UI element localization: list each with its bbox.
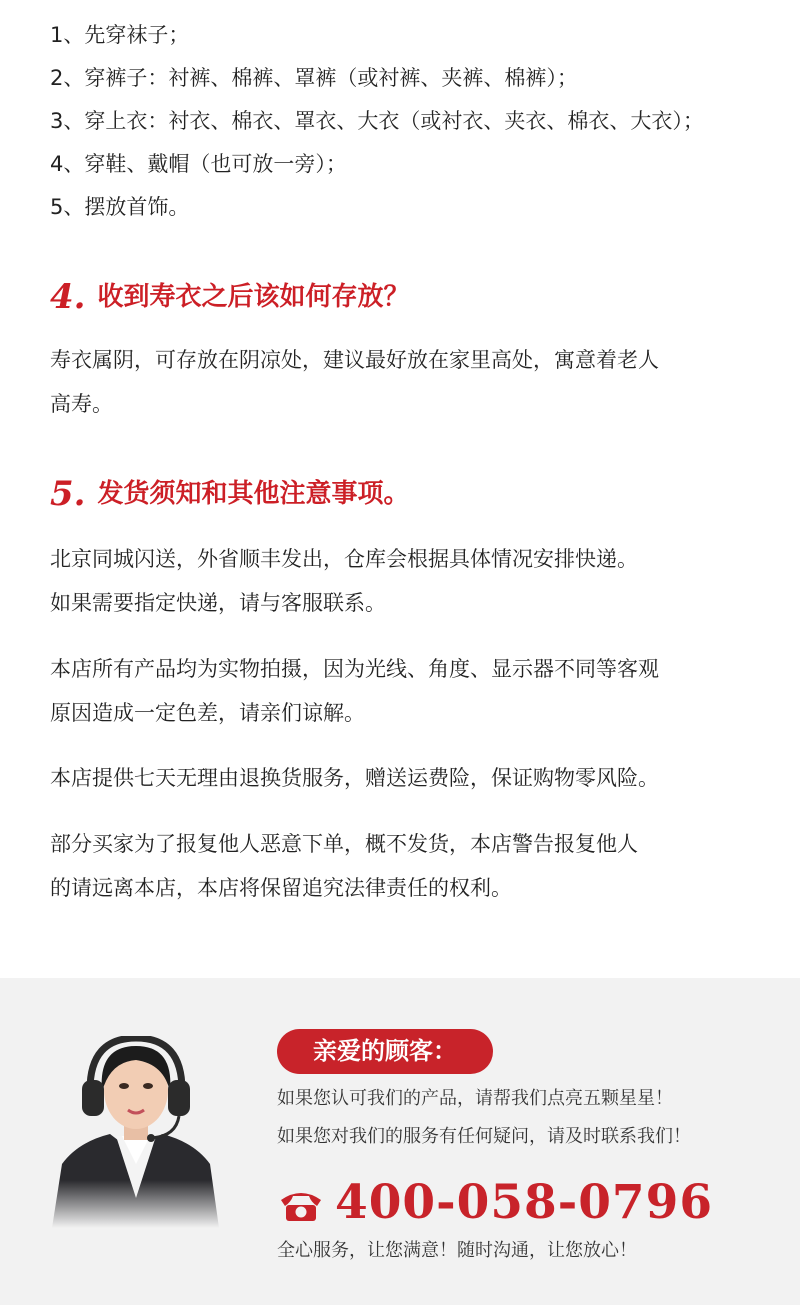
notice-paragraph-shipping <box>50 537 760 625</box>
notice-paragraph-returns <box>50 756 760 800</box>
section-5-heading <box>50 472 410 516</box>
customer-service-agent-photo <box>48 1036 223 1228</box>
paragraph-line: 的请远离本店，本店将保留追究法律责任的权利。 <box>50 876 512 900</box>
list-item: 5、摆放首饰。 <box>50 195 190 219</box>
paragraph-line: 高寿。 <box>50 392 113 416</box>
footer-rating-request: 如果您认可我们的产品，请帮我们点亮五颗星星！ <box>277 1088 673 1109</box>
section-4-number: 4. <box>50 277 86 317</box>
paragraph-line: 原因造成一定色差，请亲们谅解。 <box>50 701 365 725</box>
notice-paragraph-color <box>50 647 760 735</box>
section-4-heading <box>50 275 410 319</box>
footer-slogan: 全心服务，让您满意！随时沟通，让您放心！ <box>277 1240 637 1261</box>
list-item: 2、穿裤子：衬裤、棉裤、罩裤（或衬裤、夹裤、棉裤）； <box>50 66 578 90</box>
paragraph-line: 本店提供七天无理由退换货服务，赠送运费险，保证购物零风险。 <box>50 766 659 790</box>
paragraph-line: 寿衣属阴，可存放在阴凉处，建议最好放在家里高处，寓意着老人 <box>50 348 659 372</box>
section-5-number: 5. <box>50 474 86 514</box>
paragraph-line: 本店所有产品均为实物拍摄，因为光线、角度、显示器不同等客观 <box>50 657 659 681</box>
section-4-title: 收到寿衣之后该如何存放？ <box>97 282 410 312</box>
hotline-number[interactable]: 400-058-0796 <box>335 1175 714 1230</box>
customer-service-footer <box>0 978 800 1305</box>
hotline-row[interactable] <box>277 1175 713 1230</box>
list-item: 3、穿上衣：衬衣、棉衣、罩衣、大衣（或衬衣、夹衣、棉衣、大衣）； <box>50 109 704 133</box>
paragraph-line: 如果需要指定快递，请与客服联系。 <box>50 591 386 615</box>
notice-paragraph-warning <box>50 822 760 910</box>
section-4-paragraph <box>50 338 760 426</box>
footer-contact-request: 如果您对我们的服务有任何疑问，请及时联系我们！ <box>277 1126 691 1147</box>
list-item: 4、穿鞋、戴帽（也可放一旁）； <box>50 152 347 176</box>
paragraph-line: 部分买家为了报复他人恶意下单，概不发货，本店警告报复他人 <box>50 832 638 856</box>
list-item: 1、先穿袜子； <box>50 23 190 47</box>
dressing-steps-list <box>50 14 770 229</box>
telephone-icon <box>277 1183 325 1223</box>
customer-greeting-badge: 亲爱的顾客： <box>277 1029 493 1074</box>
section-5-title: 发货须知和其他注意事项。 <box>97 479 410 509</box>
paragraph-line: 北京同城闪送，外省顺丰发出，仓库会根据具体情况安排快递。 <box>50 547 638 571</box>
